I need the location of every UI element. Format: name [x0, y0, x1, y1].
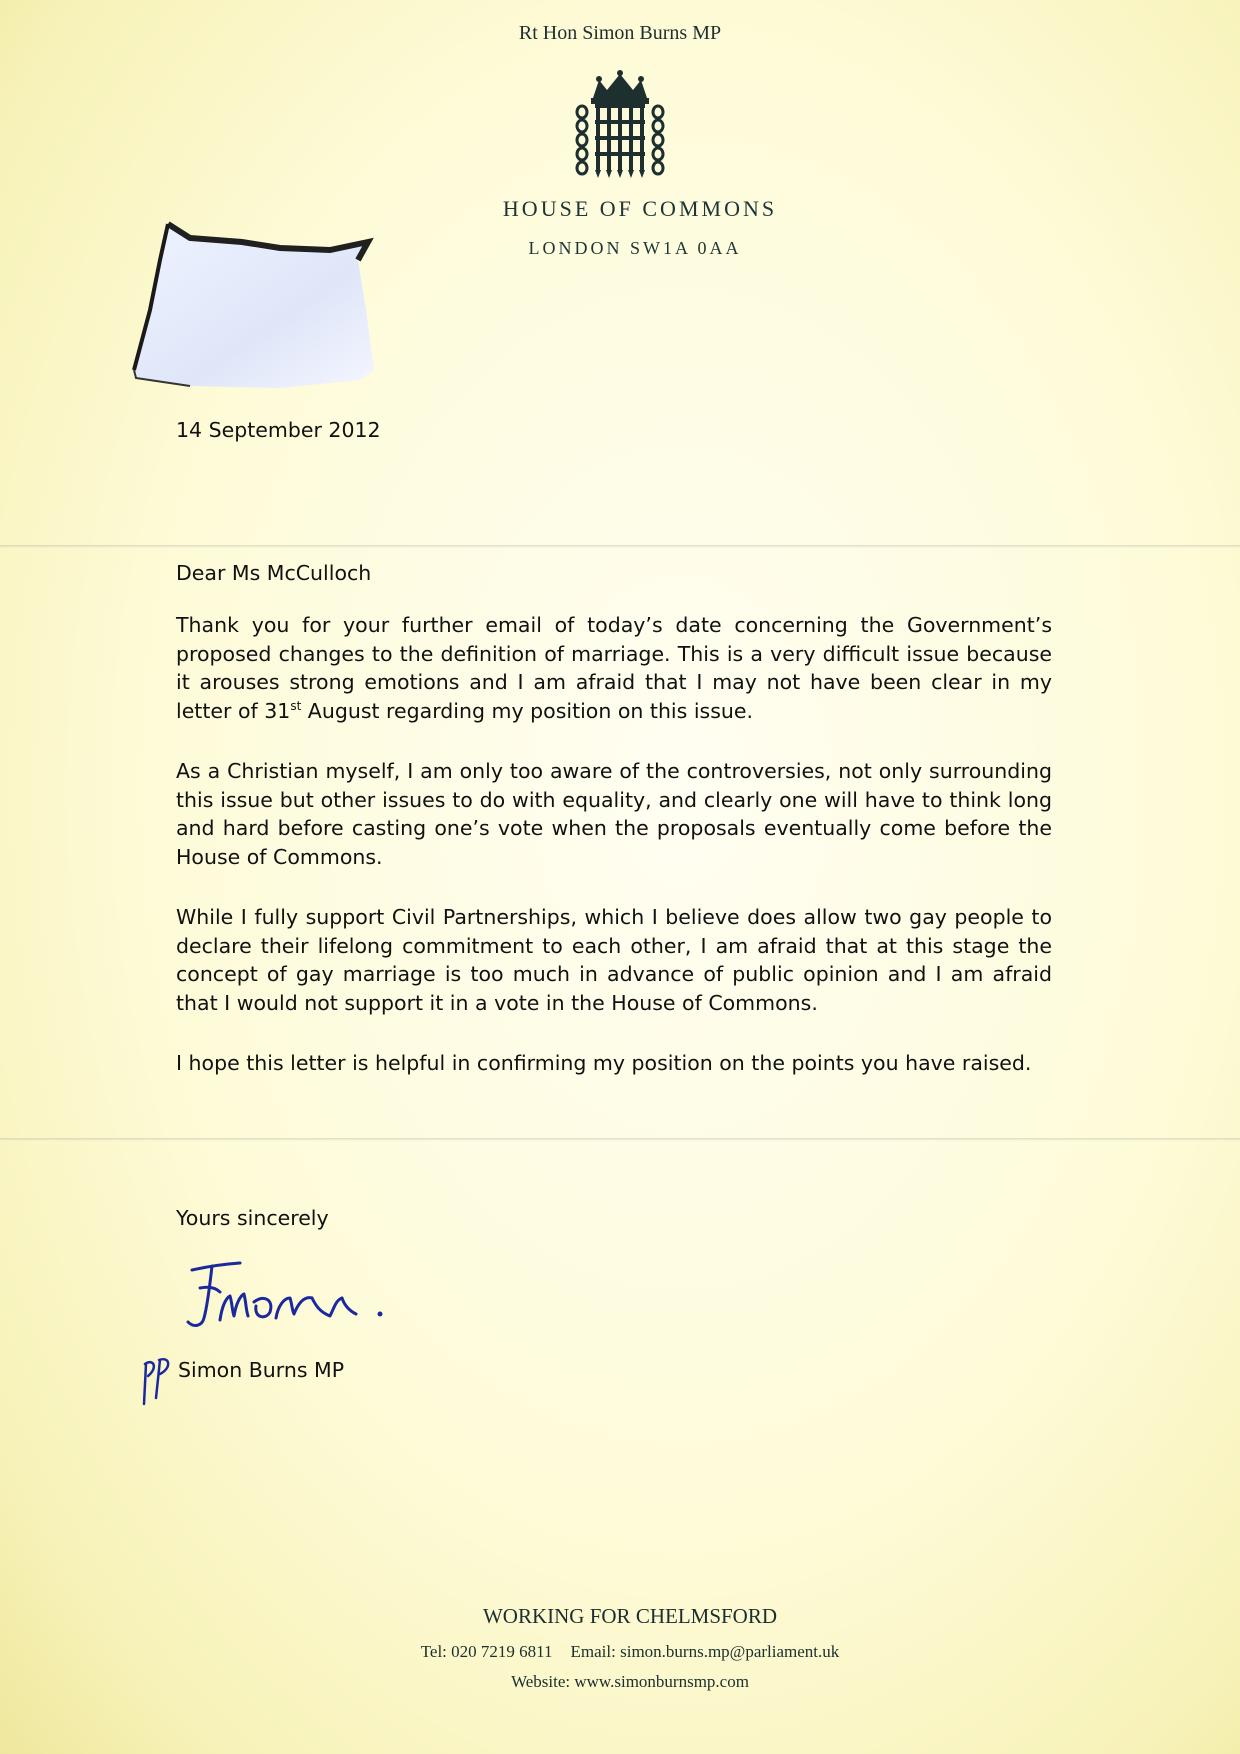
closing: Yours sincerely	[176, 1206, 329, 1230]
paragraph-3: While I fully support Civil Partnerships, which I believe does allow two gay people to declare their lifelong commitment to each other, I am afraid that at this stage the concept of gay marriage is too much in advance of public opinion and I am afraid that I would not support it in a vote in the House of Commons.	[176, 905, 1052, 1015]
fold-crease-lower	[0, 1138, 1240, 1141]
redacted-address-patch	[130, 220, 420, 395]
letterhead-address: LONDON SW1A 0AA	[528, 238, 742, 258]
footer-tagline: WORKING FOR CHELMSFORD	[482, 1604, 778, 1628]
footer-email: Email: simon.burns.mp@parliament.uk	[570, 1642, 840, 1661]
salutation: Dear Ms McCulloch	[176, 561, 372, 585]
letter-date: 14 September 2012	[176, 418, 381, 442]
footer-contact	[0, 1642, 1240, 1662]
letterhead-institution: HOUSE OF COMMONS	[502, 196, 778, 221]
portcullis-icon	[565, 70, 675, 180]
letter-body	[176, 611, 1052, 1110]
handwritten-signature	[180, 1258, 400, 1333]
footer-website: Website: www.simonburnsmp.com	[511, 1672, 749, 1691]
paragraph-1	[176, 611, 1052, 725]
ordinal-suffix: st	[290, 698, 302, 713]
paragraph-1-text: Thank you for your further email of today’s date concerning the Government’s proposed changes to the definition of marriage. This is a very difficult issue because it arouses strong emotions and I am afraid that I may not have been clear in my letter of 31	[176, 613, 1052, 723]
paragraph-2: As a Christian myself, I am only too aware of the controversies, not only surrounding this issue but other issues to do with equality, and clearly one will have to think long and hard before casting one’s vote when the proposals eventually come before the House of Commons.	[176, 759, 1052, 869]
footer-telephone: Tel: 020 7219 6811	[420, 1642, 553, 1661]
signatory-name: Simon Burns MP	[178, 1358, 345, 1382]
fold-crease-upper	[0, 545, 1240, 548]
paragraph-1-text-end: August regarding my position on this issue.	[301, 698, 754, 723]
pp-mark	[140, 1352, 178, 1410]
paragraph-4: I hope this letter is helpful in confirming my position on the points you have raised.	[176, 1051, 1032, 1075]
letterhead-sender-name: Rt Hon Simon Burns MP	[518, 22, 722, 44]
